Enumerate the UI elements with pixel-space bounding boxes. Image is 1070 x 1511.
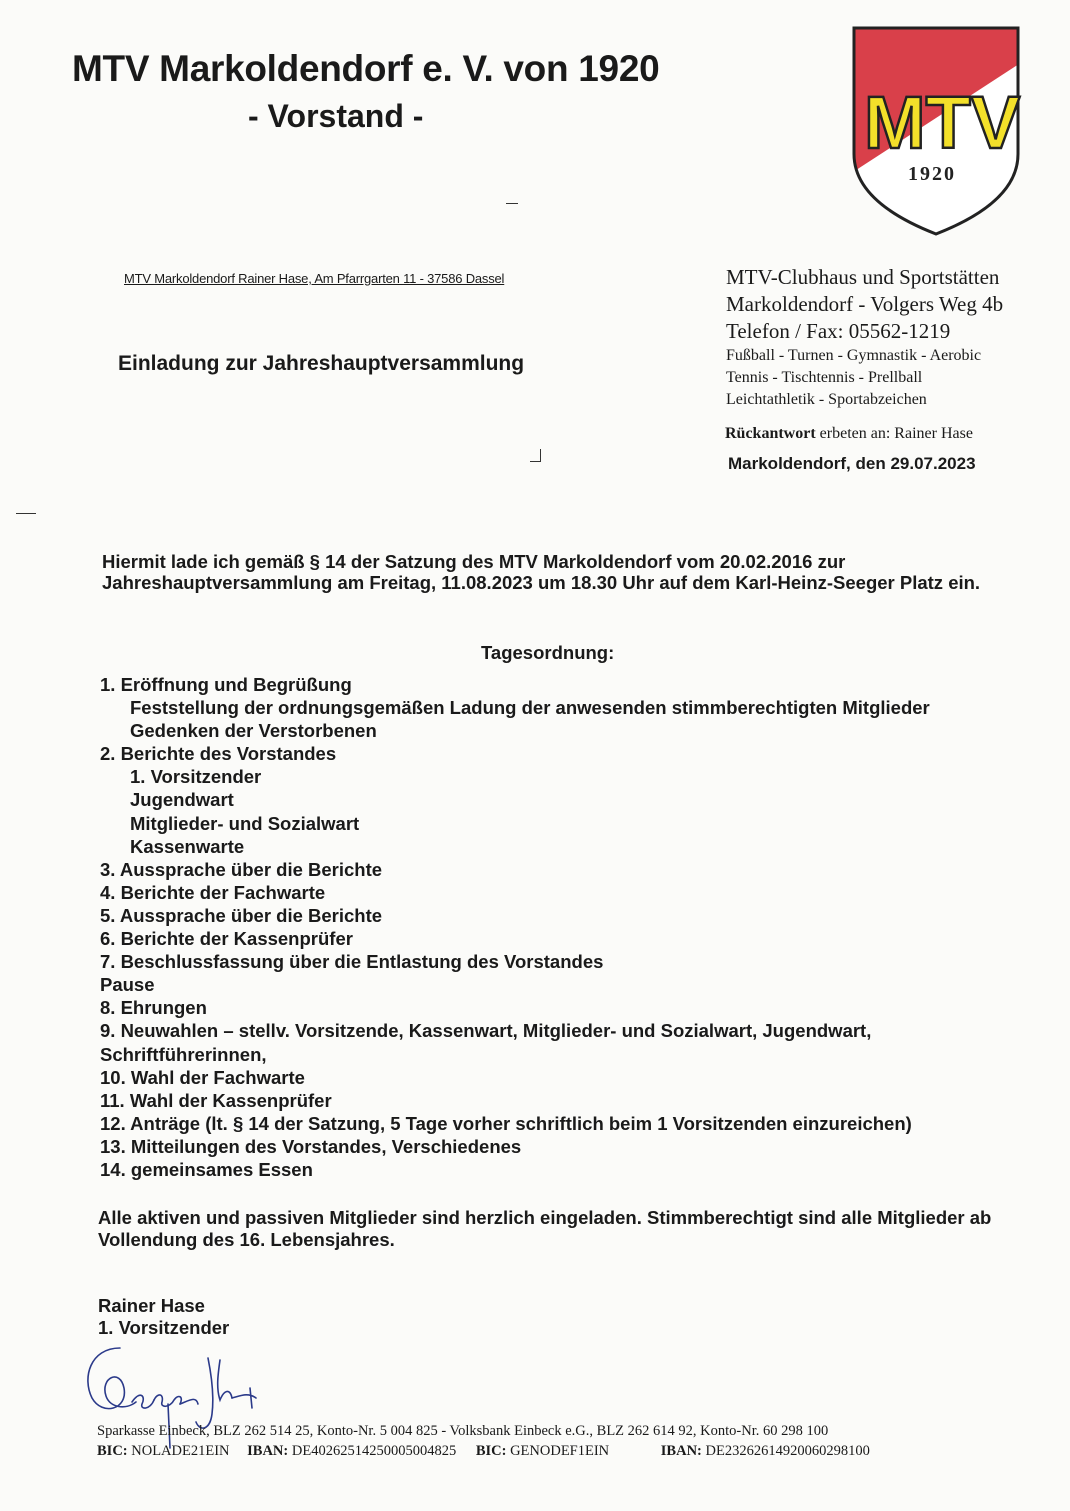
- agenda-item: 6. Berichte der Kassenprüfer: [100, 928, 353, 950]
- letter-subject: Einladung zur Jahreshauptversammlung: [118, 352, 525, 375]
- bic-label: BIC:: [475, 1443, 507, 1459]
- agenda-item: 4. Berichte der Fachwarte: [100, 881, 326, 903]
- club-info-phone: Telefon / Fax: 05562-1219: [726, 319, 951, 343]
- agenda-item: 13. Mitteilungen des Vorstandes, Verschiedenes: [100, 1135, 522, 1157]
- agenda-item: 2. Berichte des Vorstandes: [100, 743, 337, 765]
- mtv-club-logo: [850, 24, 1022, 238]
- fold-mark: [506, 203, 518, 204]
- agenda-list: [100, 673, 1040, 1181]
- place-date: Markoldendorf, den 29.07.2023: [728, 454, 976, 473]
- invitation-text: Hiermit lade ich gemäß § 14 der Satzung des MTV Markoldendorf vom 20.02.2016 zur Jahreshauptversammlung am Freitag, 11.08.2023 um 18.30 Uhr auf dem Karl-Heinz-Seeger Platz ein.: [102, 551, 981, 593]
- window-corner-mark: [530, 449, 541, 462]
- iban-value: DE40262514250005004825: [291, 1443, 457, 1459]
- agenda-item: 5. Aussprache über die Berichte: [100, 904, 383, 926]
- agenda-item: 11. Wahl der Kassenprüfer: [100, 1089, 332, 1111]
- agenda-item: 9. Neuwahlen – stellv. Vorsitzende, Kassenwart, Mitglieder- und Sozialwart, Jugendwart,: [100, 1020, 872, 1042]
- fold-mark: [16, 513, 36, 514]
- sender-address-line: MTV Markoldendorf Rainer Hase, Am Pfarrgarten 11 - 37586 Dassel: [124, 271, 505, 286]
- reply-text: erbeten an: Rainer Hase: [819, 425, 973, 442]
- agenda-item: 8. Ehrungen: [100, 997, 207, 1019]
- agenda-item: 3. Aussprache über die Berichte: [100, 858, 383, 880]
- agenda-heading: Tagesordnung:: [481, 642, 615, 663]
- agenda-item: 1. Eröffnung und Begrüßung: [100, 674, 352, 695]
- agenda-item: Pause: [100, 974, 155, 996]
- document-subtitle: - Vorstand -: [248, 98, 424, 134]
- signer-role: 1. Vorsitzender: [98, 1317, 230, 1338]
- agenda-subitem: Jugendwart: [130, 789, 234, 811]
- bic-value: GENODEF1EIN: [510, 1443, 610, 1459]
- club-info-line: MTV-Clubhaus und Sportstätten: [726, 265, 1000, 289]
- agenda-subitem: Feststellung der ordnungsgemäßen Ladung der anwesenden stimmberechtigten Mitglieder: [130, 697, 930, 719]
- logo-year: 1920: [908, 163, 956, 185]
- agenda-item: 7. Beschlussfassung über die Entlastung des Vorstandes: [100, 951, 604, 973]
- agenda-subitem: 1. Vorsitzender: [130, 766, 262, 788]
- bank-line: Sparkasse Einbeck, BLZ 262 514 25, Konto-Nr. 5 004 825 - Volksbank Einbeck e.G., BLZ 262 614 92, Konto-Nr. 60 298 100: [97, 1423, 829, 1439]
- club-sports-line: Tennis - Tischtennis - Prellball: [726, 369, 923, 386]
- agenda-item: 10. Wahl der Fachwarte: [100, 1066, 305, 1088]
- document-title: MTV Markoldendorf e. V. von 1920: [72, 48, 660, 89]
- bic-value: NOLADE21EIN: [131, 1443, 230, 1459]
- iban-label: IBAN:: [660, 1443, 702, 1459]
- agenda-subitem: Gedenken der Verstorbenen: [130, 720, 377, 742]
- logo-letters: MTV: [864, 81, 1021, 164]
- signer-name: Rainer Hase: [98, 1295, 205, 1316]
- reply-line: [725, 425, 973, 443]
- agenda-subitem: Kassenwarte: [130, 835, 245, 857]
- agenda-item: 14. gemeinsames Essen: [100, 1158, 313, 1180]
- reply-label: Rückantwort: [725, 425, 816, 442]
- agenda-subitem: Mitglieder- und Sozialwart: [130, 812, 360, 834]
- iban-label: IBAN:: [247, 1443, 289, 1459]
- bank-details: [97, 1421, 870, 1461]
- club-sports-line: Leichtathletik - Sportabzeichen: [726, 391, 927, 408]
- closing-text: Alle aktiven und passiven Mitglieder sind herzlich eingeladen. Stimmberechtigt sind alle Mitglieder ab Vollendung des 16. Lebensjahres.: [98, 1207, 992, 1250]
- agenda-item-continued: Schriftführerinnen,: [100, 1043, 267, 1065]
- iban-value: DE23262614920060298100: [705, 1443, 870, 1459]
- club-info-block: [726, 264, 1003, 411]
- club-info-line: Markoldendorf - Volgers Weg 4b: [726, 292, 1004, 316]
- agenda-item: 12. Anträge (lt. § 14 der Satzung, 5 Tage vorher schriftlich beim 1 Vorsitzenden einzureichen): [100, 1112, 912, 1134]
- bank-codes-line: [97, 1441, 870, 1461]
- bic-label: BIC:: [97, 1443, 128, 1459]
- club-sports-line: Fußball - Turnen - Gymnastik - Aerobic: [726, 347, 982, 364]
